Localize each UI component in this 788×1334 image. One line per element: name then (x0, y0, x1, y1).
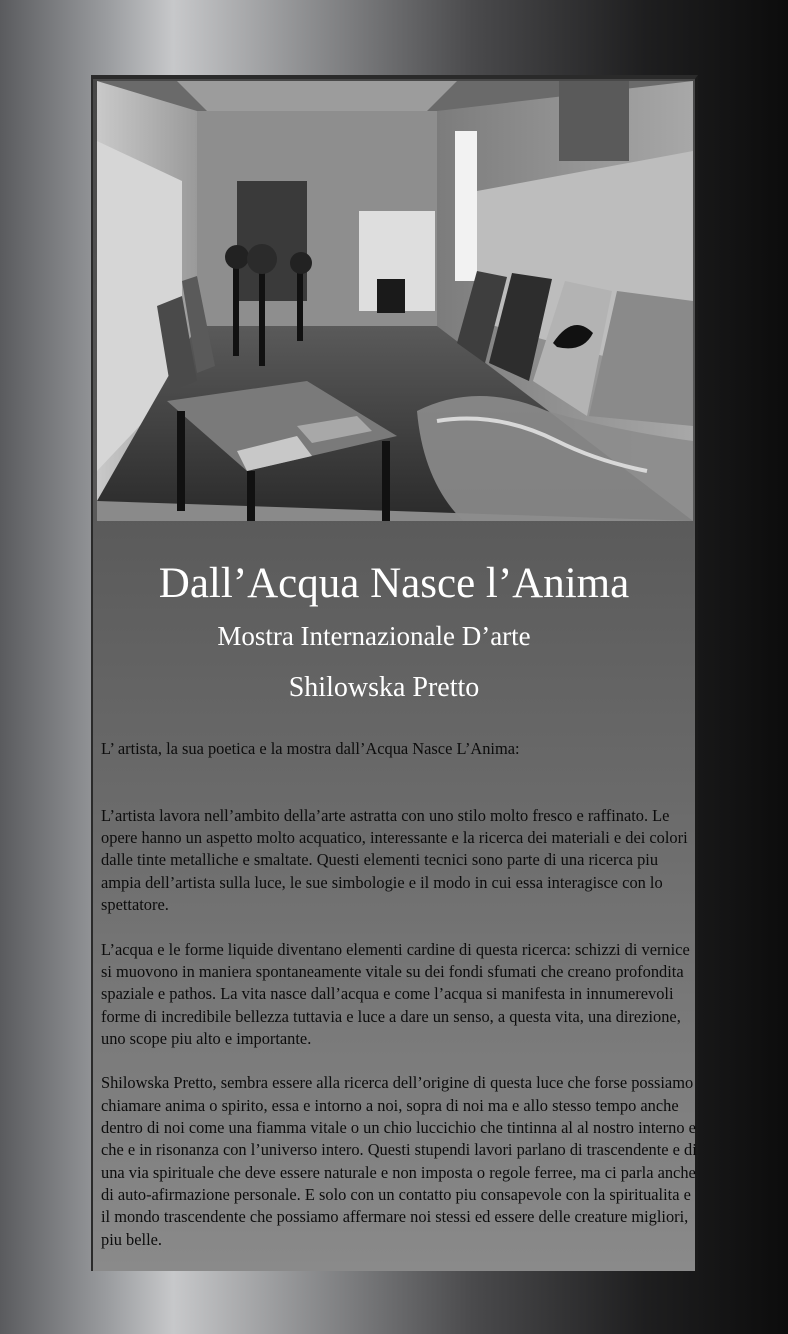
poster-panel (91, 75, 698, 1271)
gallery-photo-illustration (97, 81, 693, 521)
gallery-room-photo (97, 81, 693, 521)
paragraph-3: Shilowska Pretto, sembra essere alla ricerca dell’origine di questa luce che forse possiamo chiamare anima o spirito, essa e intorno a noi, sopra di noi ma e allo stesso tempo anche dentro di noi come una fiamma vitale o un chio luccichio che tintinna al al nostro interno e che e in risonanza con l’universo intero. Questi stupendi lavori parlano di trascendente e di una via spirituale che deve essere naturale e non imposta o regole ferree, ma ci parla anche di auto-afirmazione personale. E solo con un contatto piu consapevole con la spiritualita e il mondo trascendente che possiamo affermare noi stessi ed essere delle creature migliori, piu belle. (101, 1073, 697, 1249)
intro-line: L’ artista, la sua poetica e la mostra dall’Acqua Nasce L’Anima: (101, 739, 520, 759)
description-text (101, 716, 697, 1273)
exhibition-subtitle: Mostra Internazionale D’arte (217, 621, 531, 651)
exhibition-title: Dall’Acqua Nasce l’Anima (158, 560, 630, 607)
artist-name: Shilowska Pretto (288, 672, 480, 703)
paragraph-1: L’artista lavora nell’ambito della’arte astratta con uno stilo molto fresco e raffinato. Le opere hanno un aspetto molto acquatico, interessante e la ricerca dei materiali e dei colori dalle tinte metalliche e smaltate. Questi elementi tecnici sono parte di una ricerca piu ampia dell’artista sulla luce, le sue simbologie e il modo in cui essa interagisce con lo spettatore. (101, 805, 688, 915)
paragraph-2: L’acqua e le forme liquide diventano elementi cardine di questa ricerca: schizzi di vernice si muovono in maniera spontaneamente vitale su dei fondi sfumati che creano profondita spaziale e pathos. La vita nasce dall’acqua e come l’acqua si manifesta in innumerevoli forme di incredibile bellezza tuttavia e luce a dare un senso, a questa vita, una direzione, uno scope piu alto e importante. (101, 939, 690, 1048)
